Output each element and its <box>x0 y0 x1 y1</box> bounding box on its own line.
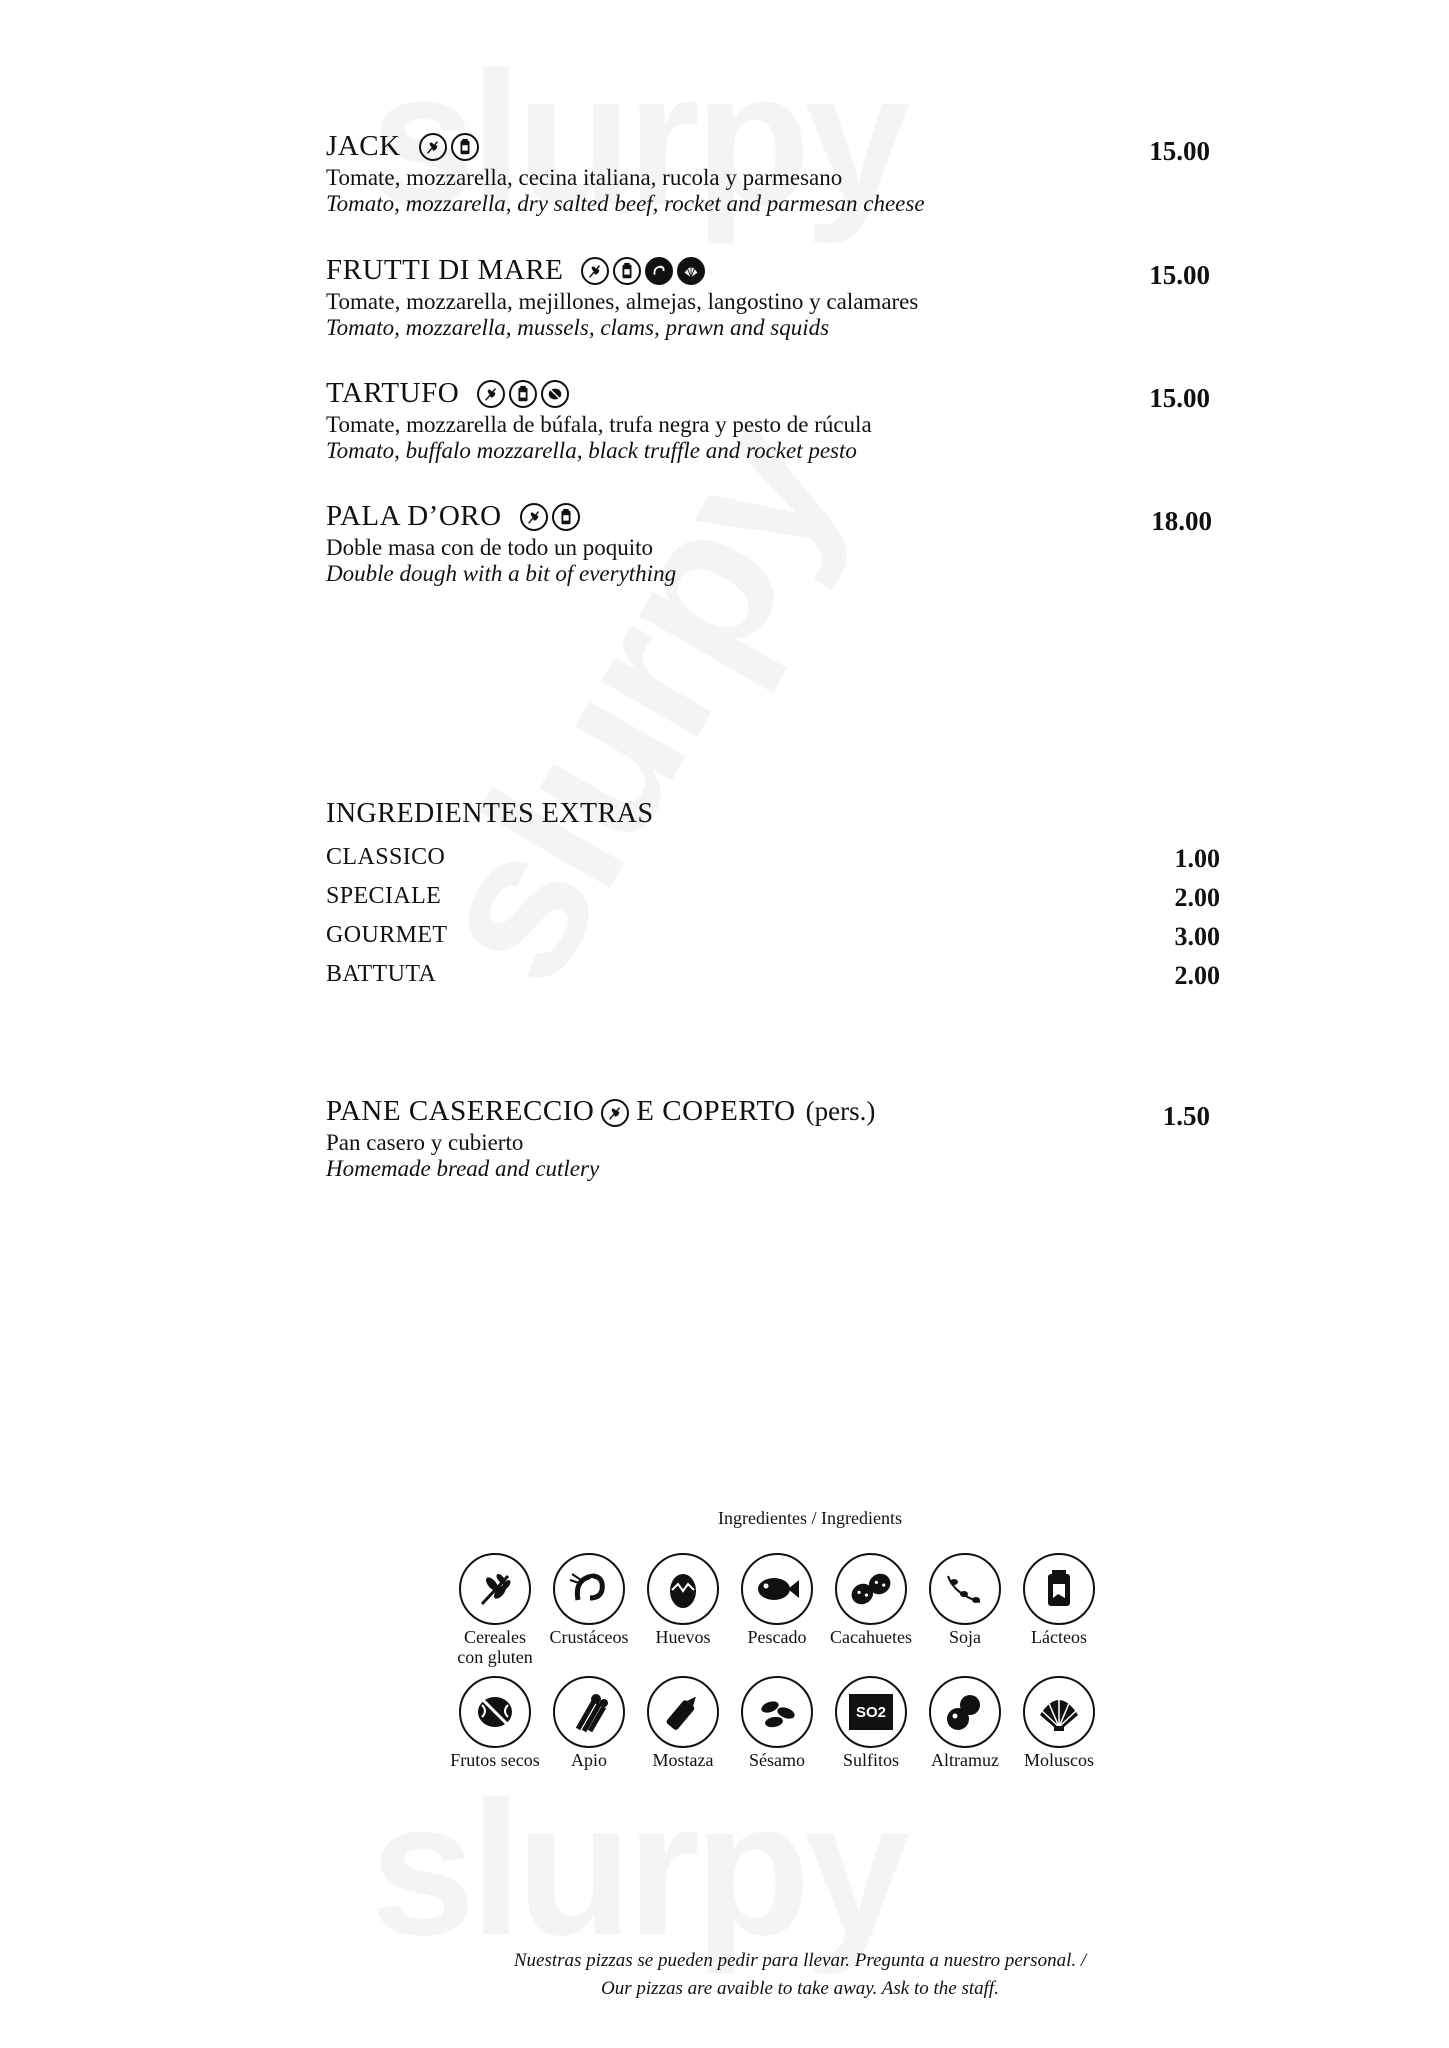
pizza-name: PALA D’ORO <box>326 500 502 532</box>
extra-item-name: BATTUTA <box>326 961 437 987</box>
bread-name-part1: PANE CASERECCIO <box>326 1095 595 1127</box>
allergen-lacteos <box>1011 1553 1107 1647</box>
bread-description-es: Pan casero y cubierto <box>326 1130 524 1156</box>
allergen-label: Pescado <box>747 1627 807 1647</box>
allergen-label: Lácteos <box>1031 1627 1087 1647</box>
soy-icon <box>929 1553 1001 1625</box>
milk-jar-icon <box>509 380 537 408</box>
egg-icon <box>647 1553 719 1625</box>
sesame-icon <box>741 1676 813 1748</box>
milk-jar-icon <box>552 503 580 531</box>
allergen-icons <box>477 380 569 408</box>
pizza-price: 15.00 <box>1149 383 1210 413</box>
allergen-label: Sulfitos <box>842 1750 899 1770</box>
pizza-price: 15.00 <box>1149 136 1210 166</box>
extras-title: INGREDIENTES EXTRAS <box>326 798 654 829</box>
pizza-description-es: Tomate, mozzarella de búfala, trufa negra y pesto de rúcula <box>326 412 872 438</box>
extra-item-name: SPECIALE <box>326 883 442 909</box>
milk-jar-icon <box>613 257 641 285</box>
extra-item-price: 2.00 <box>1174 883 1220 912</box>
allergen-sesamo <box>729 1676 825 1770</box>
milk-jar-icon <box>1023 1553 1095 1625</box>
allergen-crustaceos <box>541 1553 637 1647</box>
shrimp-icon <box>553 1553 625 1625</box>
extra-item-name: GOURMET <box>326 922 448 948</box>
wheat-icon <box>520 503 548 531</box>
footer-line-1: Nuestras pizzas se pueden pedir para llevar. Pregunta a nuestro personal. / <box>513 1950 1087 1971</box>
shrimp-icon <box>645 257 673 285</box>
allergen-pescado <box>729 1553 825 1647</box>
celery-icon <box>553 1676 625 1748</box>
allergen-icons <box>419 133 479 161</box>
allergen-legend-title: Ingredientes / Ingredients <box>718 1508 902 1528</box>
pizza-description-es: Tomate, mozzarella, cecina italiana, rucola y parmesano <box>326 165 843 191</box>
allergen-sulfitos <box>823 1676 919 1770</box>
pizza-description-es: Tomate, mozzarella, mejillones, almejas, langostino y calamares <box>326 289 919 315</box>
watermark-bottom <box>370 1760 904 1978</box>
pizza-description-es: Doble masa con de todo un poquito <box>326 535 654 561</box>
milk-jar-icon <box>451 133 479 161</box>
shell-icon <box>677 257 705 285</box>
allergen-mostaza <box>635 1676 731 1770</box>
allergen-frutos-secos <box>447 1676 543 1770</box>
allergen-label: Cereales <box>464 1627 526 1647</box>
allergen-icons <box>581 257 705 285</box>
wheat-icon <box>601 1099 629 1127</box>
pizza-description-en: Tomato, buffalo mozzarella, black truffle and rocket pesto <box>326 438 857 464</box>
wheat-icon <box>477 380 505 408</box>
allergen-icons <box>520 503 580 531</box>
allergen-label: Crustáceos <box>549 1627 629 1647</box>
walnut-icon <box>459 1676 531 1748</box>
pizza-description-en: Tomato, mozzarella, mussels, clams, prawn and squids <box>326 315 830 341</box>
bread-suffix: (pers.) <box>805 1096 876 1126</box>
allergen-label: Sésamo <box>749 1750 805 1770</box>
allergen-altramuz <box>917 1676 1013 1770</box>
extra-item-price: 2.00 <box>1174 961 1220 990</box>
watermark-middle <box>380 385 887 1021</box>
allergen-label: Soja <box>948 1627 981 1647</box>
allergen-moluscos <box>1011 1676 1107 1770</box>
allergen-apio <box>541 1676 637 1770</box>
allergen-label: Mostaza <box>652 1750 714 1770</box>
shell-icon <box>1023 1676 1095 1748</box>
allergen-soja <box>917 1553 1013 1647</box>
bread-name-part2: E COPERTO <box>636 1095 796 1127</box>
pizza-price: 15.00 <box>1149 260 1210 290</box>
extra-item-name: CLASSICO <box>326 844 446 870</box>
extra-item-price: 3.00 <box>1174 922 1220 951</box>
allergen-huevos <box>635 1553 731 1647</box>
allergen-label: Cacahuetes <box>830 1627 912 1647</box>
mustard-icon <box>647 1676 719 1748</box>
bread-price: 1.50 <box>1162 1101 1210 1131</box>
allergen-label: Moluscos <box>1023 1750 1094 1770</box>
wheat-icon <box>419 133 447 161</box>
pizza-description-en: Double dough with a bit of everything <box>326 561 677 587</box>
extra-item-price: 1.00 <box>1174 844 1220 873</box>
pizza-name: FRUTTI DI MARE <box>326 254 564 286</box>
allergen-label: Apio <box>571 1750 607 1770</box>
pizza-description-en: Tomato, mozzarella, dry salted beef, rocket and parmesan cheese <box>326 191 925 217</box>
allergen-label: Altramuz <box>931 1750 999 1770</box>
sulphites-icon <box>835 1676 907 1748</box>
sulphites-label: SO2 <box>849 1694 893 1730</box>
wheat-icon <box>459 1553 531 1625</box>
bread-description-en: Homemade bread and cutlery <box>326 1156 600 1182</box>
footer-line-2: Our pizzas are avaible to take away. Ask to the staff. <box>601 1978 999 1999</box>
peanut-icon <box>835 1553 907 1625</box>
allergen-cereales <box>447 1553 543 1667</box>
allergen-cacahuetes <box>823 1553 919 1647</box>
walnut-icon <box>541 380 569 408</box>
pizza-name: TARTUFO <box>326 377 460 409</box>
pizza-price: 18.00 <box>1151 506 1212 536</box>
wheat-icon <box>581 257 609 285</box>
lupin-icon <box>929 1676 1001 1748</box>
fish-icon <box>741 1553 813 1625</box>
allergen-label: Huevos <box>655 1627 711 1647</box>
pizza-name: JACK <box>326 130 401 162</box>
allergen-label-line2: con gluten <box>457 1647 533 1667</box>
allergen-label: Frutos secos <box>450 1750 540 1770</box>
